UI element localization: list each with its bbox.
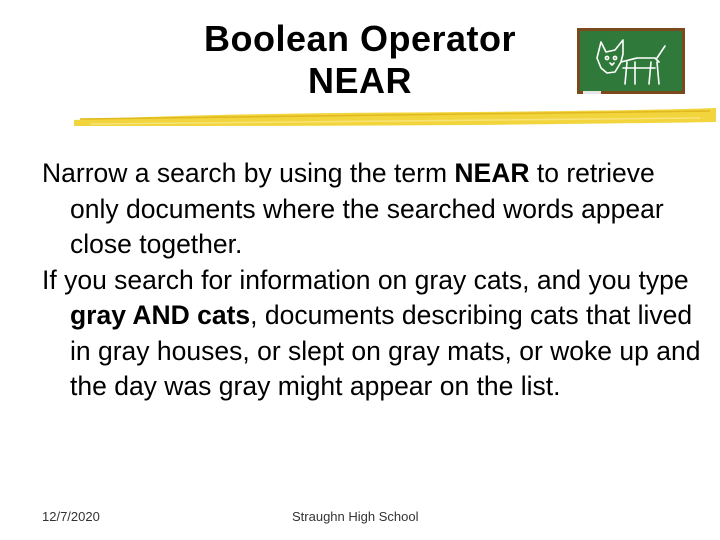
highlighter-underline xyxy=(70,104,720,130)
body-text xyxy=(42,156,702,405)
paragraph-gray-cats-example xyxy=(42,263,702,405)
footer-school-name: Straughn High School xyxy=(292,509,419,524)
footer-date: 12/7/2020 xyxy=(42,509,100,524)
slide-title xyxy=(150,18,570,102)
paragraph1-bold-term: NEAR xyxy=(454,158,530,188)
cat-drawing-chalkboard-icon xyxy=(577,28,685,96)
paragraph-near-definition xyxy=(42,156,702,263)
paragraph2-text-before: If you search for information on gray cats, and you type xyxy=(42,264,689,295)
paragraph1-text-after: to retrieve only documents where the searched words appear close together. xyxy=(70,158,664,259)
paragraph2-text-after: , documents describing cats that lived in gray houses, or slept on gray mats, or woke up and the day was gray might appear on the list. xyxy=(70,300,701,401)
paragraph2-bold-term: gray AND cats xyxy=(70,300,251,330)
paragraph1-text-before: Narrow a search by using the term xyxy=(42,158,455,188)
title-line-2: NEAR xyxy=(307,60,412,101)
title-line-1: Boolean Operator xyxy=(203,18,517,59)
